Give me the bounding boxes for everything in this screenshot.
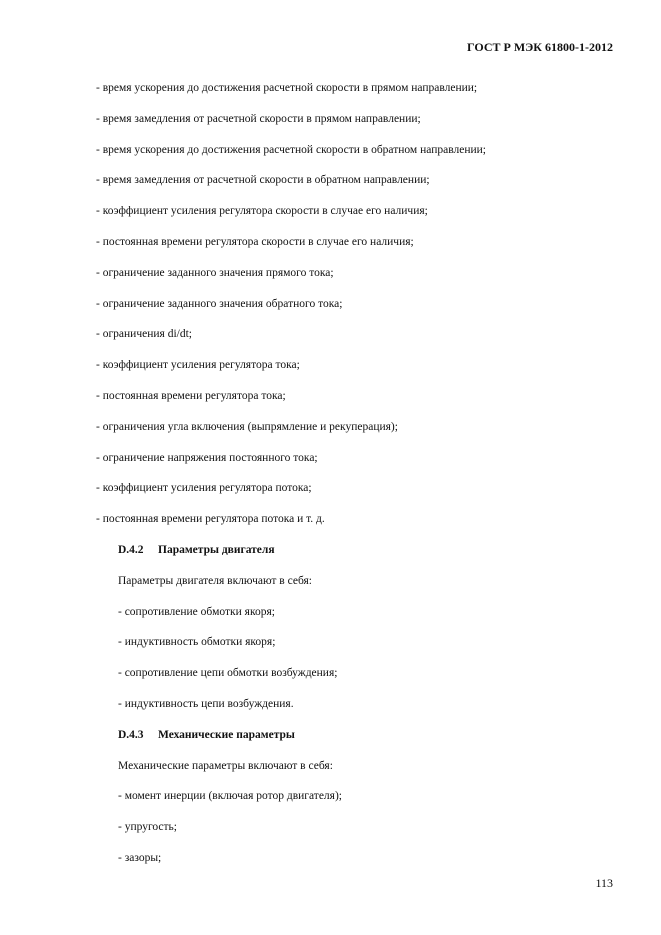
list-item: - зазоры; <box>118 851 162 864</box>
list-item: - время ускорения до достижения расчетной скорости в прямом направлении; <box>96 82 478 94</box>
section-heading-d42 <box>96 543 626 574</box>
page-content <box>96 81 626 882</box>
list-item: - постоянная времени регулятора потока и т. д. <box>96 513 325 526</box>
list-item: - коэффициент усиления регулятора скорости в случае его наличия; <box>96 205 428 218</box>
list-item: - время ускорения до достижения расчетной скорости в обратном направлении; <box>96 143 486 156</box>
list-item: - ограничение заданного значения прямого тока; <box>96 266 334 279</box>
section-intro: Механические параметры включают в себя: <box>118 759 333 772</box>
list-item: - ограничение заданного значения обратного тока; <box>96 297 343 310</box>
list-item: - коэффициент усиления регулятора тока; <box>96 359 300 372</box>
section-heading-d43 <box>96 728 626 759</box>
list-item: - коэффициент усиления регулятора потока; <box>96 482 312 495</box>
list-item: - ограничения di/dt; <box>96 328 192 341</box>
section-title: Механические параметры <box>158 728 295 741</box>
section-number: D.4.3 <box>118 728 144 741</box>
list-item: - постоянная времени регулятора тока; <box>96 389 286 402</box>
list-item: - ограничения угла включения (выпрямление и рекуперация); <box>96 420 398 433</box>
list-item: - время замедления от расчетной скорости в обратном направлении; <box>96 174 430 187</box>
list-item: - время замедления от расчетной скорости в прямом направлении; <box>96 112 421 125</box>
section-number: D.4.2 <box>118 543 144 556</box>
list-item: - сопротивление обмотки якоря; <box>118 605 275 618</box>
list-item: - индуктивность цепи возбуждения. <box>118 697 294 710</box>
list-item: - индуктивность обмотки якоря; <box>118 636 276 649</box>
list-item: - постоянная времени регулятора скорости в случае его наличия; <box>96 235 414 248</box>
section-intro: Параметры двигателя включают в себя: <box>118 574 312 587</box>
list-item: - упругость; <box>118 821 177 834</box>
document-header: ГОСТ Р МЭК 61800-1-2012 <box>467 40 613 54</box>
page-number: 113 <box>595 876 613 890</box>
section-title: Параметры двигателя <box>158 543 275 556</box>
list-item: - ограничение напряжения постоянного тока; <box>96 451 318 464</box>
list-item: - сопротивление цепи обмотки возбуждения; <box>118 667 338 680</box>
list-item: - момент инерции (включая ротор двигателя); <box>118 790 342 803</box>
